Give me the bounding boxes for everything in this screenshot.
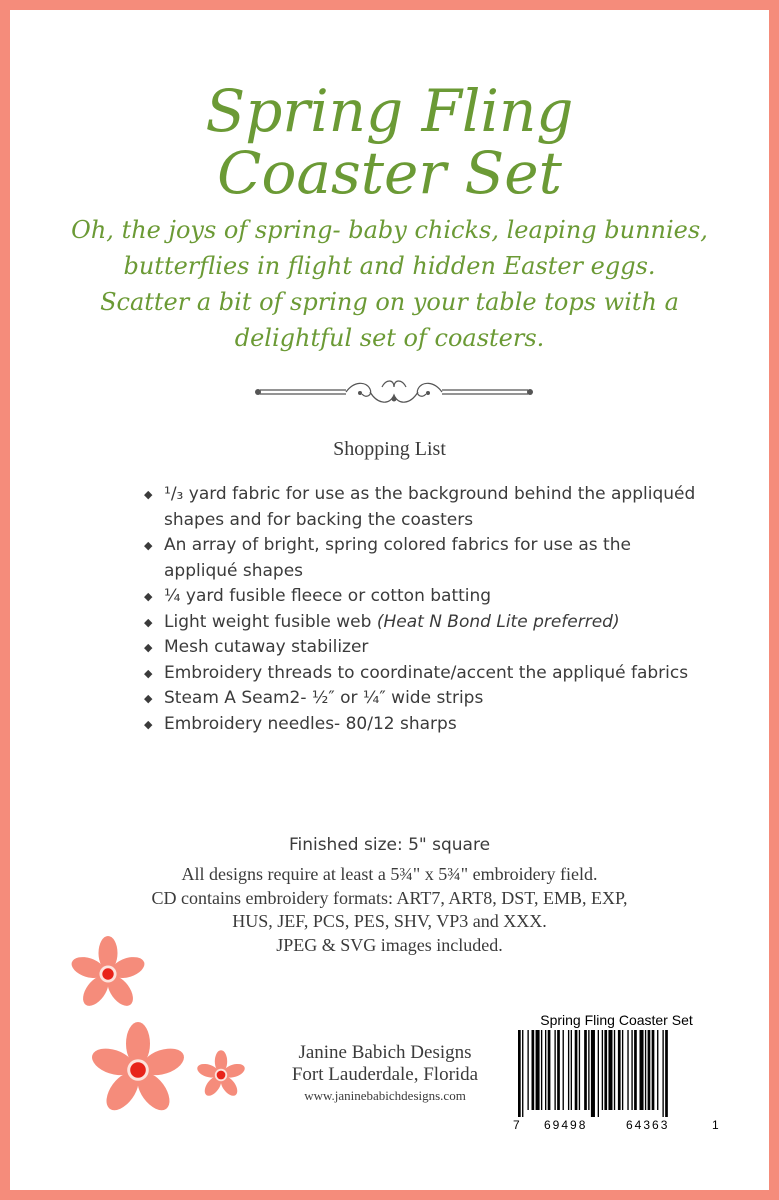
barcode-bar xyxy=(662,1030,663,1117)
bullet-icon: ◆ xyxy=(144,641,153,654)
bullet-icon: ◆ xyxy=(144,488,153,501)
barcode-digit: 7 xyxy=(513,1118,520,1132)
info-line: JPEG & SVG images included. xyxy=(276,934,503,955)
shopping-list-item xyxy=(144,712,704,738)
barcode-bar xyxy=(665,1030,668,1117)
flower-cluster-icon xyxy=(70,930,260,1120)
barcode-bar xyxy=(648,1030,651,1110)
barcode-bar xyxy=(631,1030,632,1110)
shopping-list-item-text: Light weight fusible web xyxy=(164,611,377,632)
barcode-bar xyxy=(571,1030,572,1110)
barcode-bar xyxy=(548,1030,551,1110)
barcode-bar xyxy=(657,1030,658,1110)
title-line-2: Coaster Set xyxy=(217,139,562,207)
intro-line: delightful set of coasters. xyxy=(234,324,545,352)
barcode-bar xyxy=(640,1030,644,1110)
shopping-list-item xyxy=(144,661,704,687)
info-line: CD contains embroidery formats: ART7, ART8, DST, EMB, EXP, xyxy=(151,887,628,908)
shopping-list xyxy=(144,482,704,737)
company-info xyxy=(254,1042,516,1106)
company-website[interactable]: www.janinebabichdesigns.com xyxy=(304,1088,466,1103)
barcode-bar xyxy=(634,1030,637,1110)
shopping-list-item-text: Steam A Seam2- ½″ or ¼″ wide strips xyxy=(164,688,484,708)
info-line: HUS, JEF, PCS, PES, SHV, VP3 and XXX. xyxy=(232,911,547,931)
bullet-icon: ◆ xyxy=(144,666,153,680)
company-location: Fort Lauderdale, Florida xyxy=(291,1064,479,1085)
barcode-bar xyxy=(588,1030,589,1110)
barcode-bar xyxy=(568,1030,569,1110)
barcode-bar xyxy=(614,1030,615,1110)
barcode-bar xyxy=(591,1030,595,1117)
shopping-list-item-text: Embroidery needles- 80/12 sharps xyxy=(164,713,457,734)
barcode-bar xyxy=(602,1030,603,1110)
shopping-list-item-note: (Heat N Bond Lite preferred) xyxy=(376,611,620,632)
shopping-list-item xyxy=(144,635,704,661)
barcode xyxy=(514,1030,719,1117)
bullet-icon: ◆ xyxy=(144,590,153,603)
barcode-bar xyxy=(575,1030,578,1110)
shopping-list-item-text: ¼ yard fusible fleece or cotton batting xyxy=(164,586,492,606)
barcode-title: Spring Fling Coaster Set xyxy=(540,1012,693,1028)
barcode-bar xyxy=(579,1030,580,1110)
shopping-list-item xyxy=(144,533,704,584)
shopping-list-item-text: An array of bright, spring colored fabrics for use as the appliqué shapes xyxy=(164,535,631,581)
barcode-bar xyxy=(554,1030,555,1110)
barcode-bar xyxy=(518,1030,521,1117)
barcode-bar xyxy=(645,1030,646,1110)
bullet-icon: ◆ xyxy=(144,539,153,552)
shopping-list-item xyxy=(144,482,704,533)
shopping-list-heading: Shopping List xyxy=(333,438,446,460)
intro-text xyxy=(50,212,729,356)
barcode-bar xyxy=(598,1030,599,1117)
finished-size: Finished size: 5" square xyxy=(288,835,491,855)
barcode-bar xyxy=(532,1030,535,1110)
barcode-digit: 64363 xyxy=(626,1118,670,1132)
shopping-list-item xyxy=(144,610,704,636)
barcode-digit: 69498 xyxy=(544,1118,588,1132)
intro-line: butterflies in flight and hidden Easter eggs. xyxy=(123,252,656,280)
barcode-bar xyxy=(618,1030,621,1110)
shopping-list-item-text: Embroidery threads to coordinate/accent the appliqué fabrics xyxy=(164,662,689,683)
bullet-icon: ◆ xyxy=(144,692,153,705)
barcode-bar xyxy=(652,1030,655,1110)
shopping-list-item-text: Mesh cutaway stabilizer xyxy=(164,637,369,657)
intro-line: Oh, the joys of spring- baby chicks, leaping bunnies, xyxy=(71,216,708,244)
barcode-bar xyxy=(522,1030,523,1117)
barcode-label xyxy=(510,1010,723,1138)
barcode-bar xyxy=(545,1030,546,1110)
scroll-ornament-divider-icon xyxy=(254,375,534,409)
bullet-icon: ◆ xyxy=(144,615,153,629)
info-line: All designs require at least a 5¾" x 5¾" embroidery field. xyxy=(181,864,598,884)
bullet-icon: ◆ xyxy=(144,717,153,731)
shopping-list-item-text: ¹/₃ yard fabric for use as the background behind the appliquéd shapes and for backing the coasters xyxy=(164,484,696,530)
intro-line: Scatter a bit of spring on your table tops with a xyxy=(100,288,679,316)
barcode-bar xyxy=(536,1030,540,1110)
title-line-1: Spring Fling xyxy=(205,77,574,145)
barcode-digit: 1 xyxy=(712,1118,719,1132)
barcode-bar xyxy=(584,1030,587,1110)
company-name: Janine Babich Designs xyxy=(298,1042,472,1063)
barcode-bar xyxy=(563,1030,564,1110)
shopping-list-item xyxy=(144,686,704,712)
barcode-bar xyxy=(541,1030,542,1110)
barcode-bar xyxy=(627,1030,628,1110)
shopping-list-item xyxy=(144,584,704,610)
barcode-bar xyxy=(604,1030,607,1110)
barcode-bar xyxy=(557,1030,560,1110)
barcode-bar xyxy=(527,1030,528,1110)
barcode-bar xyxy=(622,1030,623,1110)
barcode-bar xyxy=(608,1030,612,1110)
